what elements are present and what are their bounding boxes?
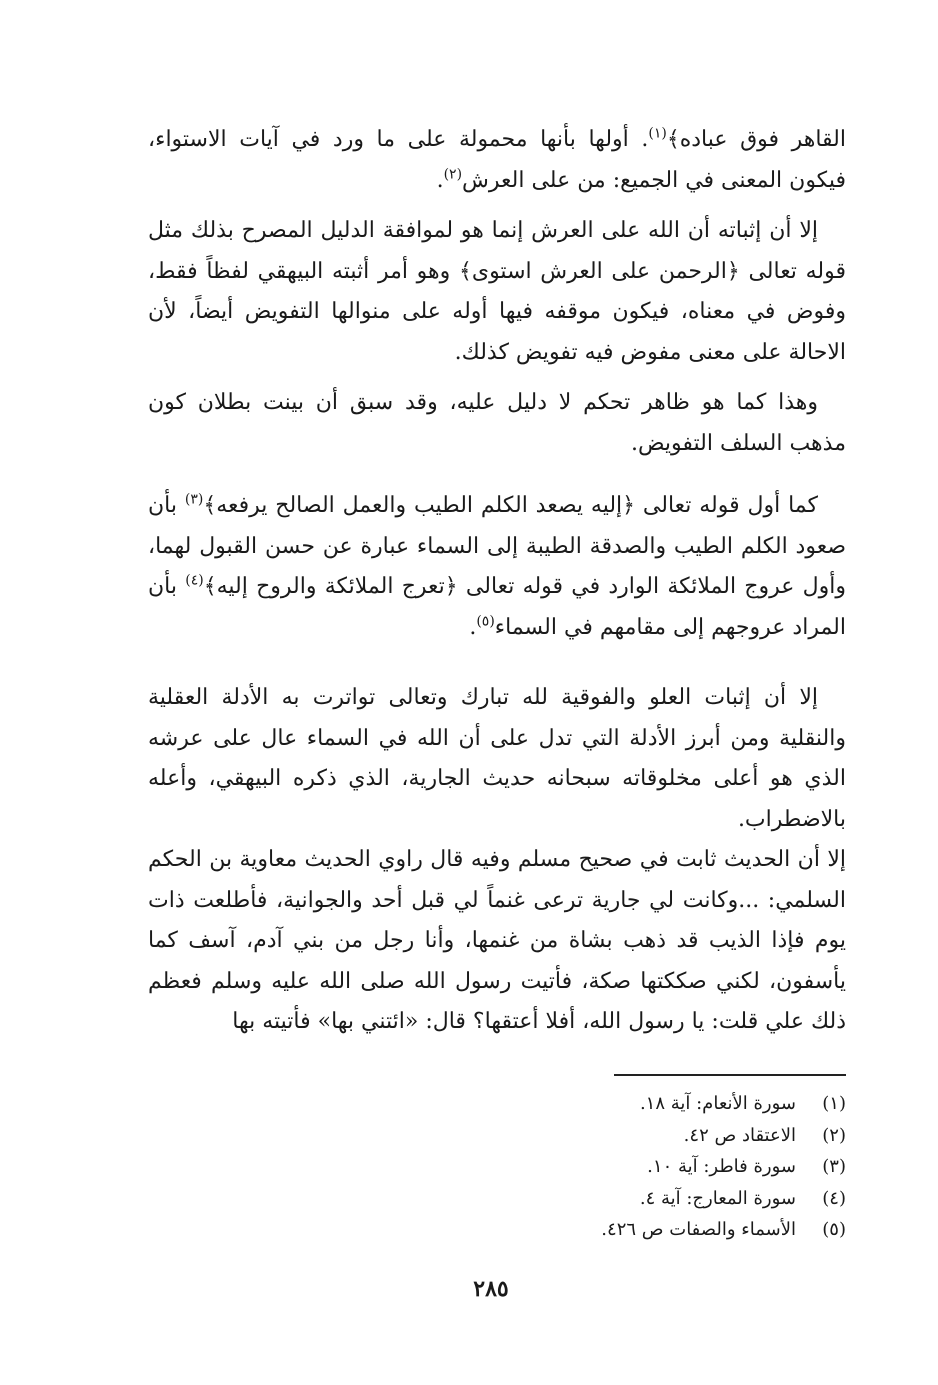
- footnote-number: (٥): [822, 1219, 846, 1240]
- paragraph: إلا أن الحديث ثابت في صحيح مسلم وفيه قال راوي الحديث معاوية بن الحكم السلمي: ...وكانت لي جارية ترعى غنماً لي قبل أحد والجوانية، فأطلعت ذات يوم فإذا الذيب قد ذهب بشاة من غنمها، وأنا رجل من بني آدم، آسف كما يأسفون، لكني صككتها صكة، فأتيت رسول الله صلى الله عليه وسلم فعظم ذلك علي قلت: يا رسول الله، أفلا أعتقها؟ قال: «ائتني بها» فأتيته بها: [148, 847, 846, 1034]
- footnote-text: الأسماء والصفات ص ٤٢٦.: [601, 1219, 796, 1240]
- paragraph-text: .: [469, 614, 477, 640]
- footnote-item: [486, 1120, 846, 1152]
- footnote-number: (٢): [822, 1124, 846, 1146]
- footnote-marker: (٢): [443, 166, 463, 183]
- footnote-divider: [614, 1074, 846, 1076]
- footnote-marker: (٣): [184, 491, 204, 508]
- footnote-marker: (١): [648, 125, 667, 142]
- footnote-number: (٣): [822, 1156, 846, 1177]
- footnote-marker: (٥): [476, 613, 495, 630]
- footnote-item: [486, 1151, 846, 1183]
- paragraph: إلا أن إثباته أن الله على العرش إنما هو لموافقة الدليل المصرح بذلك مثل قوله تعالى ﴿الرحمن على العرش استوى﴾ وهو أمر أثبته البيهقي لفظاً فقط، وفوض في معناه، فيكون موقفه فيها أوله على منوالها التفويض أيضاً، لأن الاحالة على معنى مفوض فيه تفويض كذلك.: [148, 218, 846, 365]
- paragraph-text: القاهر فوق عباده﴾: [666, 127, 847, 152]
- main-text: [148, 120, 846, 1043]
- paragraph-text: .: [436, 167, 444, 193]
- footnote-text: سورة المعارج: آية ٤.: [639, 1187, 796, 1209]
- footnote-number: (٤): [822, 1187, 846, 1209]
- footnote-text: الاعتقاد ص ٤٢.: [683, 1124, 796, 1146]
- footnote-text: سورة الأنعام: آية ١٨.: [639, 1093, 796, 1114]
- paragraph: وهذا كما هو ظاهر تحكم لا دليل عليه، وقد سبق أن بينت بطلان كون مذهب السلف التفويض.: [148, 390, 846, 456]
- footnote-item: [486, 1214, 846, 1246]
- paragraph-text: . أولها بأنها محمولة على ما ورد في آيات الاستواء، فيكون المعنى في الجميع: من على العرش: [148, 127, 846, 193]
- footnote-number: (١): [822, 1093, 846, 1114]
- footnote-text: سورة فاطر: آية ١٠.: [647, 1156, 796, 1177]
- footnote-item: [486, 1183, 846, 1215]
- footnote-item: [486, 1088, 846, 1120]
- paragraph-text: بأن صعود الكلم الطيب والصدقة الطيبة إلى السماء عبارة عن حسن القبول لهما، وأول عروج الملائكة الوارد في قوله تعالى ﴿تعرج الملائكة والروح إليه﴾: [148, 493, 846, 599]
- footnotes: [486, 1088, 846, 1246]
- footnote-marker: (٤): [185, 572, 204, 589]
- paragraph: [148, 486, 846, 648]
- paragraph: إلا أن إثبات العلو والفوقية لله تبارك وتعالى تواترت به الأدلة العقلية والنقلية ومن أبرز الأدلة التي تدل على أن الله في السماء عال على عرشه الذي هو أعلى مخلوقاته سبحانه حديث الجارية، الذي ذكره البيهقي، وأعله بالاضطراب.: [148, 685, 846, 832]
- paragraph-text: بأن المراد عروجهم إلى مقامهم في السماء: [148, 574, 846, 640]
- paragraph-text: كما أول قوله تعالى ﴿إليه يصعد الكلم الطيب والعمل الصالح يرفعه﴾: [203, 493, 818, 518]
- page-number: ٢٨٥: [473, 1276, 509, 1302]
- paragraph: [148, 120, 846, 201]
